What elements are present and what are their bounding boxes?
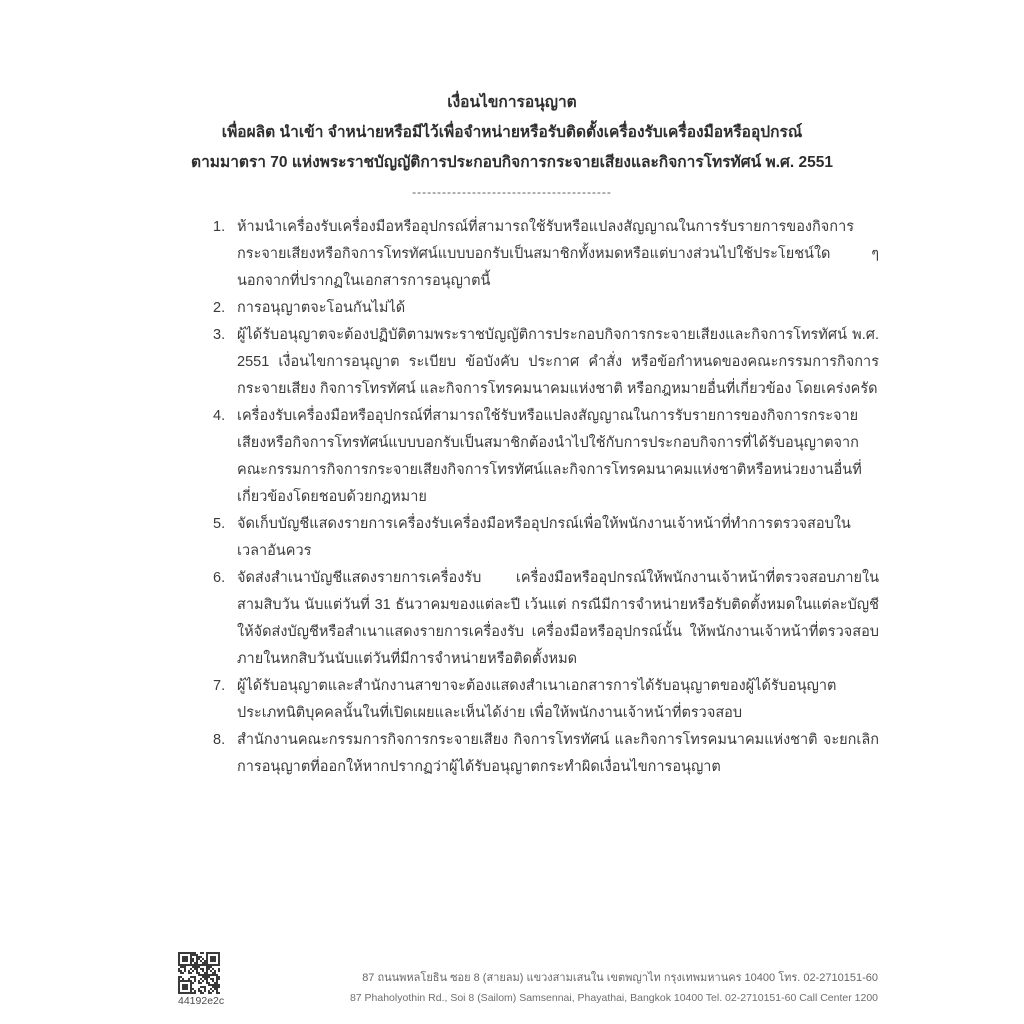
qr-block bbox=[178, 952, 238, 1007]
condition-text: ห้ามนำเครื่องรับเครื่องมือหรืออุปกรณ์ที่สามารถใช้รับหรือแปลงสัญญาณในการรับรายการของกิจการกระจายเสียงหรือกิจการโทรทัศน์แบบบอกรับเป็นสมาชิกทั้งหมดหรือแต่บางส่วนไปใช้ประโยชน์ใด ๆ นอกจากที่ปรากฏในเอกสารการอนุญาตนี้ bbox=[237, 219, 879, 289]
document-header bbox=[0, 0, 1024, 200]
condition-text: ผู้ได้รับอนุญาตและสำนักงานสาขาจะต้องแสดงสำเนาเอกสารการได้รับอนุญาตของผู้ได้รับอนุญาตประเภทนิติบุคคลนั้นในที่เปิดเผยและเห็นได้ง่าย เพื่อให้พนักงานเจ้าหน้าที่ตรวจสอบ bbox=[237, 678, 837, 721]
footer-address bbox=[350, 968, 878, 1008]
condition-text: จัดส่งสำเนาบัญชีแสดงรายการเครื่องรับ เครื่องมือหรืออุปกรณ์ให้พนักงานเจ้าหน้าที่ตรวจสอบภายในสามสิบวัน นับแต่วันที่ 31 ธันวาคมของแต่ละปี เว้นแต่ กรณีมีการจำหน่ายหรือรับติดตั้งหมดในแต่ละบัญชี ให้จัดส่งบัญชีหรือสำเนาแสดงรายการเครื่องรับ เครื่องมือหรืออุปกรณ์นั้น ให้พนักงานเจ้าหน้าที่ตรวจสอบภายในหกสิบวันนับแต่วันที่มีการจำหน่ายหรือติดตั้งหมด bbox=[237, 570, 879, 667]
condition-item-7 bbox=[213, 673, 879, 727]
condition-item-8 bbox=[213, 727, 879, 781]
document-title-line-3: ตามมาตรา 70 แห่งพระราชบัญญัติการประกอบกิจการกระจายเสียงและกิจการโทรทัศน์ พ.ศ. 2551 bbox=[191, 154, 833, 171]
document-title-line-2: เพื่อผลิต นำเข้า จำหน่ายหรือมีไว้เพื่อจำหน่ายหรือรับติดตั้งเครื่องรับเครื่องมือหรืออุปกรณ์ bbox=[221, 124, 803, 141]
condition-number: 5. bbox=[213, 516, 226, 532]
qr-caption: 44192e2c bbox=[178, 995, 225, 1007]
condition-item-5 bbox=[213, 511, 879, 565]
condition-text: สำนักงานคณะกรรมการกิจการกระจายเสียง กิจการโทรทัศน์ และกิจการโทรคมนาคมแห่งชาติ จะยกเลิกการอนุญาตที่ออกให้หากปรากฏว่าผู้ได้รับอนุญาตกระทำผิดเงื่อนไขการอนุญาต bbox=[237, 732, 879, 775]
qr-code-icon bbox=[178, 952, 220, 994]
dashed-separator: ---------------------------------------- bbox=[412, 185, 612, 199]
condition-number: 3. bbox=[213, 327, 226, 343]
conditions-list bbox=[213, 214, 879, 781]
condition-number: 1. bbox=[213, 219, 226, 235]
condition-text: เครื่องรับเครื่องมือหรืออุปกรณ์ที่สามารถใช้รับหรือแปลงสัญญาณในการรับรายการของกิจการกระจายเสียงหรือกิจการโทรทัศน์แบบบอกรับเป็นสมาชิกต้องนำไปใช้กับการประกอบกิจการที่ได้รับอนุญาตจากคณะกรรมการกิจการกระจายเสียงกิจการโทรทัศน์และกิจการโทรคมนาคมแห่งชาติหรือหน่วยงานอื่นที่เกี่ยวข้องโดยชอบด้วยกฎหมาย bbox=[237, 408, 862, 505]
condition-number: 7. bbox=[213, 678, 226, 694]
condition-number: 6. bbox=[213, 570, 226, 586]
condition-item-3 bbox=[213, 322, 879, 403]
condition-item-1 bbox=[213, 214, 879, 295]
condition-item-2 bbox=[213, 295, 879, 322]
condition-text: การอนุญาตจะโอนกันไม่ได้ bbox=[237, 300, 406, 316]
condition-item-4 bbox=[213, 403, 879, 511]
address-line-english: 87 Phaholyothin Rd., Soi 8 (Sailom) Samsennai, Phayathai, Bangkok 10400 Tel. 02-2710151-60 Call Center 1200 bbox=[349, 992, 878, 1004]
condition-text: ผู้ได้รับอนุญาตจะต้องปฏิบัติตามพระราชบัญญัติการประกอบกิจการกระจายเสียงและกิจการโทรทัศน์ พ.ศ. 2551 เงื่อนไขการอนุญาต ระเบียบ ข้อบังคับ ประกาศ คำสั่ง หรือข้อกำหนดของคณะกรรมการกิจการกระจายเสียง กิจการโทรทัศน์ และกิจการโทรคมนาคมแห่งชาติ หรือกฎหมายอื่นที่เกี่ยวข้อง โดยเคร่งครัด bbox=[237, 327, 879, 397]
address-line-thai: 87 ถนนพหลโยธิน ซอย 8 (สายลม) แขวงสามเสนใน เขตพญาไท กรุงเทพมหานคร 10400 โทร. 02-2710151-60 bbox=[362, 972, 878, 984]
document-title-line-1: เงื่อนไขการอนุญาต bbox=[447, 94, 577, 111]
condition-text: จัดเก็บบัญชีแสดงรายการเครื่องรับเครื่องมือหรืออุปกรณ์เพื่อให้พนักงานเจ้าหน้าที่ทำการตรวจสอบในเวลาอันควร bbox=[237, 516, 851, 559]
condition-number: 4. bbox=[213, 408, 226, 424]
condition-number: 2. bbox=[213, 300, 226, 316]
condition-number: 8. bbox=[213, 732, 226, 748]
condition-item-6 bbox=[213, 565, 879, 673]
